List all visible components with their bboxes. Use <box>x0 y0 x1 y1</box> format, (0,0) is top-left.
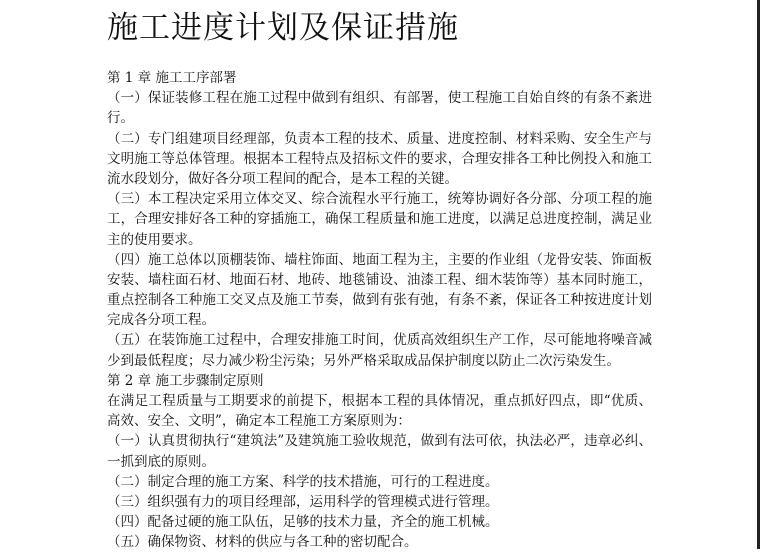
text-line: 少到最低程度；尽力减少粉尘污染；另外严格采取成品保护制度以防止二次污染发生。 <box>107 352 620 369</box>
text-line: （四）施工总体以顶棚装饰、墙柱饰面、地面工程为主，主要的作业组（龙骨安装、饰面板 <box>107 251 652 268</box>
text-line: 文明施工等总体管理。根据本工程特点及招标文件的要求，合理安排各工种比例投入和施工 <box>107 150 652 167</box>
text-line: 第 1 章 施工工序部署 <box>107 70 237 86</box>
document-title: 施工进度计划及保证措施 <box>107 10 459 46</box>
text-line: 安装、墙柱面石材、地面石材、地砖、地毯铺设、油漆工程、细木装饰等）基本同时施工， <box>107 271 652 288</box>
text-line: （一）认真贯彻执行“建筑法”及建筑施工验收规范，做到有法可依，执法必严，违章必纠、 <box>107 433 652 450</box>
text-line: 第 2 章 施工步骤制定原则 <box>107 372 264 389</box>
text-line: （一）保证装修工程在施工过程中做到有组织、有部署，使工程施工自始自终的有条不紊进 <box>107 90 652 107</box>
text-line: （四）配备过硬的施工队伍，足够的技术力量，齐全的施工机械。 <box>107 514 499 531</box>
text-line: 一抓到底的原则。 <box>107 453 215 470</box>
text-line: 完成各分项工程。 <box>107 312 215 329</box>
text-line: 高效、安全、文明”，确定本工程施工方案原则为： <box>107 413 411 430</box>
text-line: （三）本工程决定采用立体交叉、综合流程水平行施工，统筹协调好各分部、分项工程的施 <box>107 191 652 208</box>
text-line: （五）在装饰施工过程中，合理安排施工时间，优质高效组织生产工作，尽可能地将噪音减 <box>107 332 652 349</box>
text-line: 行。 <box>107 110 134 127</box>
text-line: 工，合理安排好各工种的穿插施工，确保工程质量和施工进度，以满足总进度控制，满足业 <box>107 211 652 228</box>
document-body <box>107 68 652 553</box>
text-line: 在满足工程质量与工期要求的前提下，根据本工程的具体情况，重点抓好四点，即“优质、 <box>107 393 652 409</box>
text-line: （二）专门组建项目经理部，负责本工程的技术、质量、进度控制、材料采购、安全生产与 <box>107 130 652 147</box>
text-line: （二）制定合理的施工方案、科学的技术措施，可行的工程进度。 <box>107 473 499 490</box>
text-line: 重点控制各工种施工交叉点及施工节奏，做到有张有弛，有条不紊，保证各工种按进度计划 <box>107 292 652 309</box>
text-line: 流水段划分，做好各分项工程间的配合，是本工程的关键。 <box>107 170 458 187</box>
text-line: （五）确保物资、材料的供应与各工种的密切配合。 <box>107 534 418 551</box>
text-line: （三）组织强有力的项目经理部，运用科学的管理模式进行管理。 <box>107 493 499 510</box>
text-line: 主的使用要求。 <box>107 231 202 248</box>
